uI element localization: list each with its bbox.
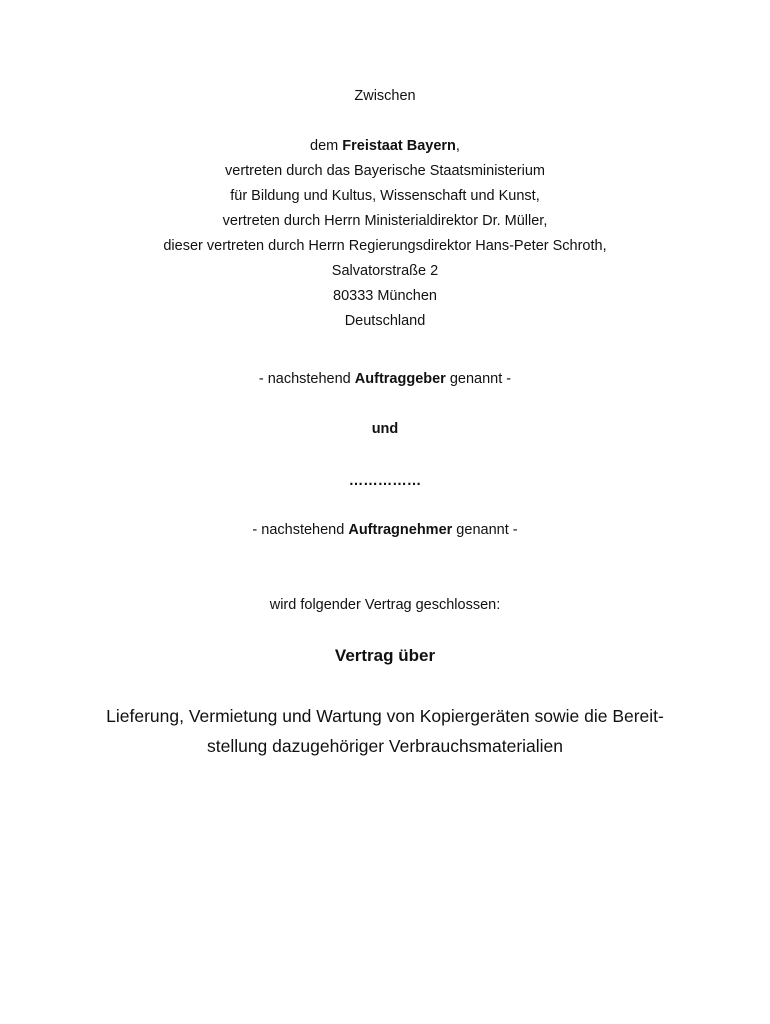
contract-subject-line-2: stellung dazugehöriger Verbrauchsmaterialien [206,736,564,756]
between-label: Zwischen [354,88,416,104]
client-designation [0,369,770,389]
contract-subject-line-1: Lieferung, Vermietung und Wartung von Kopiergeräten sowie die Bereit- [106,706,664,726]
client-ministry-scope: für Bildung und Kultus, Wissenschaft und Kunst, [230,188,540,204]
conjunction-and: und [371,421,399,437]
client-name-prefix: dem [310,138,343,154]
client-name: Freistaat Bayern [342,138,456,154]
client-country: Deutschland [344,313,426,329]
client-name-suffix: , [455,138,460,154]
client-representative-director: vertreten durch Herrn Ministerialdirektor Dr. Müller, [222,213,548,229]
client-designation-suffix: genannt - [445,371,512,387]
client-designation-term: Auftraggeber [354,371,446,387]
contractor-designation-term: Auftragnehmer [348,522,453,538]
contractor-designation-suffix: genannt - [452,522,518,538]
contractor-placeholder: …………… [348,473,422,489]
contractor-designation [0,520,770,540]
contractor-designation-prefix: - nachstehend [252,522,349,538]
contract-concluded-text: wird folgender Vertrag geschlossen: [269,597,501,613]
client-name-line [0,136,770,156]
client-street: Salvatorstraße 2 [331,263,439,279]
client-representative-ministry: vertreten durch das Bayerische Staatsministerium [225,163,545,179]
client-city: 80333 München [333,288,437,304]
contract-heading: Vertrag über [334,646,436,665]
client-designation-prefix: - nachstehend [258,371,355,387]
client-representative-deputy: dieser vertreten durch Herrn Regierungsdirektor Hans-Peter Schroth, [163,238,607,254]
